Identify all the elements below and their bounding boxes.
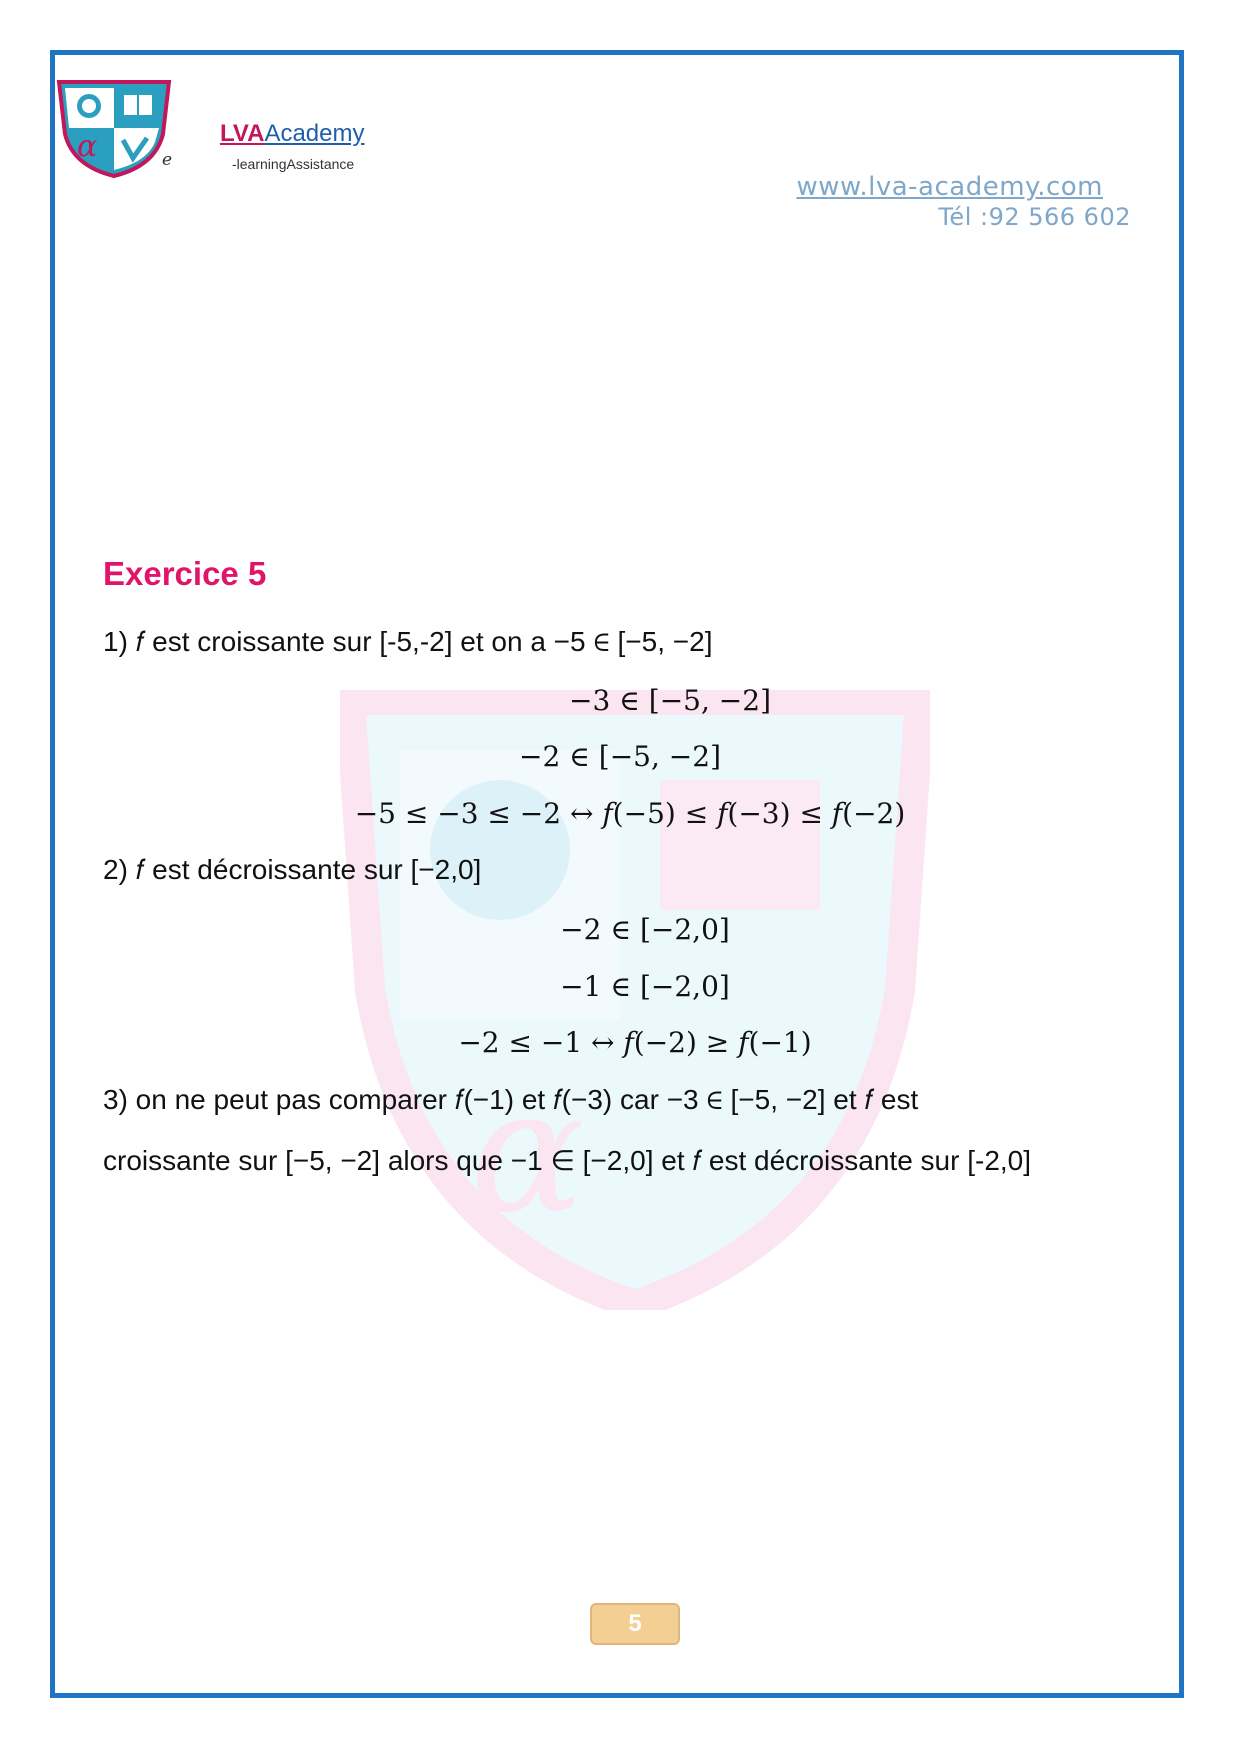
part-2-statement: 2) 𝑓 est décroissante sur [−2,0]: [103, 854, 482, 885]
brand-name: [220, 122, 364, 146]
membership-part2-minus2: −2 ∈ [−2,0]: [560, 913, 730, 946]
inequality-part-2: −2 ≤ −1 ↔ 𝑓(−2) ≥ 𝑓(−1): [458, 1026, 812, 1059]
website-link[interactable]: www.lva-academy.com: [796, 172, 1103, 202]
part-1-statement: 1) 𝑓 est croissante sur [-5,-2] et on a −5 ∈ [−5, −2]: [103, 626, 713, 657]
part-3-conclusion: croissante sur [−5, −2] alors que −1 ∈ [−2,0] et 𝑓 est décroissante sur [-2,0]: [103, 1145, 1032, 1176]
brand-tagline: -learningAssistance: [232, 156, 355, 172]
part-3-statement: 3) on ne peut pas comparer 𝑓(−1) et 𝑓(−3) car −3 ∈ [−5, −2] et 𝑓 est: [103, 1084, 919, 1115]
membership-minus2: −2 ∈ [−5, −2]: [518, 740, 721, 773]
logo-e-letter: e: [162, 150, 173, 170]
membership-minus3: −3 ∈ [−5, −2]: [568, 684, 771, 717]
inequality-part-1: −5 ≤ −3 ≤ −2 ↔ 𝑓(−5) ≤ 𝑓(−3) ≤ 𝑓(−2): [354, 797, 906, 830]
exercise-title: Exercice 5: [103, 555, 267, 592]
svg-text:α: α: [77, 129, 98, 164]
lva-academy-logo: [55, 78, 173, 178]
membership-part2-minus1: −1 ∈ [−2,0]: [560, 970, 730, 1003]
brand-lva: LVA: [220, 120, 265, 147]
brand-academy: Academy: [264, 120, 365, 147]
page-number-badge: 5: [590, 1603, 680, 1645]
svg-text:α: α: [470, 1053, 585, 1251]
phone-number: Tél :92 566 602: [938, 203, 1131, 231]
